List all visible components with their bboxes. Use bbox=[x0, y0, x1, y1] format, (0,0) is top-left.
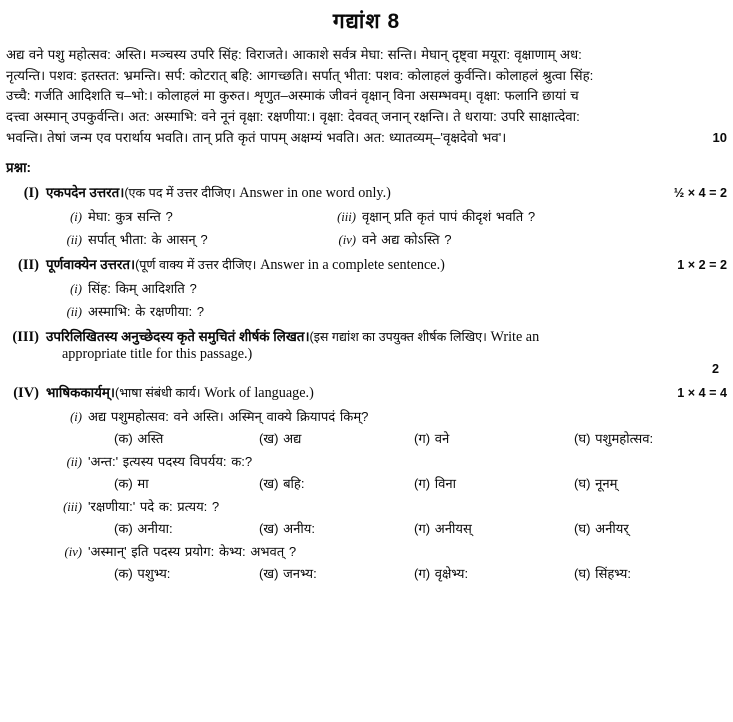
subquestion bbox=[62, 279, 727, 297]
section-4-hi: भाषिककार्यम्। bbox=[46, 384, 115, 400]
subquestion-number: (iii) bbox=[337, 209, 356, 224]
mcq-option[interactable]: (घ) पशुमहोत्सव: bbox=[574, 430, 654, 446]
section-1-subquestions bbox=[6, 202, 727, 248]
mcq-option[interactable]: (ग) विना bbox=[414, 475, 457, 491]
section-4-instruction bbox=[46, 383, 649, 402]
mcq-number: (ii) bbox=[66, 454, 82, 469]
passage-block bbox=[6, 45, 727, 149]
subquestion-number: (ii) bbox=[66, 232, 82, 247]
section-1-paren-open: ( bbox=[124, 185, 129, 200]
mcq-text: 'अन्त:' इत्यस्य पदस्य विपर्यय: क:? bbox=[88, 453, 253, 469]
subquestion-number: (iv) bbox=[338, 232, 356, 247]
section-2-en: Answer in a complete sentence. bbox=[260, 256, 441, 273]
subquestion-number: (i) bbox=[70, 281, 82, 296]
mcq-item bbox=[6, 542, 727, 582]
section-3-header bbox=[6, 327, 727, 346]
section-4-paren-close: ) bbox=[309, 384, 314, 401]
section-3-instruction bbox=[46, 327, 727, 346]
subquestion bbox=[336, 230, 727, 248]
mcq-option[interactable]: (घ) नूनम् bbox=[574, 475, 618, 491]
subquestion-text: मेघा: कुत्र सन्ति ? bbox=[88, 208, 173, 224]
mcq-option[interactable]: (ख) अनीय: bbox=[259, 520, 315, 536]
mcq-option[interactable]: (क) मा bbox=[114, 475, 149, 491]
section-4 bbox=[6, 383, 727, 582]
mcq-number: (iv) bbox=[64, 544, 82, 559]
section-3-paren-hi: इस गद्यांश का उपयुक्त शीर्षक लिखिए। bbox=[313, 329, 487, 344]
passage-line: दत्त्वा अस्मान् उपकुर्वन्ति। अत: अस्माभि: वने नूनं वृक्षा: रक्षणीया:। वृक्षा: देववत् जनान् रक्षन्ति। ते धराया: उपरि साक्षात्देवा: bbox=[6, 109, 580, 125]
section-1-col-left bbox=[6, 202, 336, 248]
passage-line: नृत्यन्ति। पशव: इतस्तत: भ्रमन्ति। सर्प: कोटरात् बहि: आगच्छति। सर्पात् भीता: पशव: कोलाहलं कुर्वन्ति। कोलाहलं श्रुत्वा सिंह: bbox=[6, 67, 594, 83]
section-2-number: (II) bbox=[18, 256, 39, 273]
mcq-option[interactable]: (ख) जनभ्य: bbox=[259, 565, 317, 581]
section-3-hi: उपरिलिखितस्य अनुच्छेदस्य कृते समुचितं शीर्षकं लिखत। bbox=[46, 328, 310, 344]
mcq-item bbox=[6, 497, 727, 537]
section-1-hi: एकपदेन उत्तरत। bbox=[46, 184, 125, 200]
section-1-col-right bbox=[336, 202, 727, 248]
mcq-question bbox=[62, 497, 727, 515]
mcq-option[interactable]: (घ) अनीयर् bbox=[574, 520, 629, 536]
subquestion-text: सिंह: किम् आदिशति ? bbox=[88, 280, 197, 296]
section-1-en: Answer in one word only. bbox=[239, 184, 387, 201]
subquestion bbox=[62, 207, 336, 225]
mcq-option[interactable]: (ग) वने bbox=[414, 430, 450, 446]
mcq-text: 'अस्मान्' इति पदस्य प्रयोग: केभ्य: अभवत् ? bbox=[88, 543, 297, 559]
mcq-question bbox=[62, 407, 727, 425]
subquestion-number: (ii) bbox=[66, 304, 82, 319]
section-2-paren-close: ) bbox=[440, 256, 445, 273]
section-3-en: Write an bbox=[490, 328, 540, 345]
mcq-option[interactable]: (क) अस्ति bbox=[114, 430, 164, 446]
subquestion bbox=[336, 207, 727, 225]
mcq-options bbox=[114, 429, 727, 447]
mcq-question bbox=[62, 542, 727, 560]
section-4-paren-open: ( bbox=[114, 385, 120, 400]
passage-last-line bbox=[6, 128, 727, 149]
section-1-paren-close: ) bbox=[386, 184, 391, 201]
section-1 bbox=[6, 183, 727, 248]
section-1-paren-hi: एक पद में उत्तर दीजिए। bbox=[128, 185, 236, 200]
mcq-option[interactable]: (ग) वृक्षेभ्य: bbox=[414, 565, 469, 581]
section-4-header bbox=[6, 383, 727, 402]
mcq-question bbox=[62, 452, 727, 470]
subquestion-number: (i) bbox=[70, 209, 82, 224]
passage-line: उच्चै: गर्जति आदिशति च–भो:। कोलाहलं मा कुरुत। शृणुत–अस्माकं जीवनं वृक्षान् विना असम्भवम्। वृक्षा: फलानि छायां च bbox=[6, 88, 579, 104]
section-4-number: (IV) bbox=[13, 384, 39, 401]
subquestion-text: सर्पात् भीता: के आसन् ? bbox=[88, 231, 208, 247]
mcq-option[interactable]: (क) अनीया: bbox=[114, 520, 173, 536]
section-2-paren-hi: पूर्ण वाक्य में उत्तर दीजिए। bbox=[139, 257, 257, 272]
subquestion bbox=[62, 230, 336, 248]
section-2-paren-open: ( bbox=[135, 257, 140, 272]
mcq-option[interactable]: (घ) सिंहभ्य: bbox=[574, 565, 631, 581]
page-title: गद्यांश 8 bbox=[332, 10, 401, 33]
section-4-en: Work of language. bbox=[204, 384, 310, 401]
section-1-header bbox=[6, 183, 727, 202]
passage-line-text: भवन्ति। तेषां जन्म एव परार्थाय भवति। तान् प्रति कृतं पापम् अक्षम्यं भवति। अत: ध्यातव्यम्–'वृक्षदेवो भव'। bbox=[6, 129, 507, 145]
document-page bbox=[0, 6, 733, 722]
section-3-instruction-cont: appropriate title for this passage.) bbox=[62, 345, 253, 362]
section-3-paren-open: ( bbox=[309, 329, 314, 344]
subquestion-text: अस्माभि: के रक्षणीया: ? bbox=[88, 303, 205, 319]
mcq-option[interactable]: (ख) बहि: bbox=[259, 475, 305, 491]
mcq-text: अद्य पशुमहोत्सव: वने अस्ति। अस्मिन् वाक्ये क्रियापदं किम्? bbox=[88, 408, 369, 424]
subquestion-text: वने अद्य कोऽस्ति ? bbox=[362, 231, 452, 247]
passage-marks: 10 bbox=[712, 129, 727, 145]
mcq-option[interactable]: (ग) अनीयस् bbox=[414, 520, 472, 536]
section-3-number: (III) bbox=[12, 328, 39, 345]
section-3-marks: 2 bbox=[711, 361, 719, 376]
questions-block bbox=[6, 158, 727, 582]
mcq-option[interactable]: (क) पशुभ्य: bbox=[114, 565, 171, 581]
section-1-number: (I) bbox=[23, 184, 39, 201]
section-3 bbox=[6, 327, 727, 376]
mcq-number: (iii) bbox=[63, 499, 82, 514]
mcq-option[interactable]: (ख) अद्य bbox=[259, 430, 302, 446]
section-2-header bbox=[6, 255, 727, 274]
passage-line: अद्य वने पशु महोत्सव: अस्ति। मञ्चस्य उपरि सिंह: विराजते। आकाशे सर्वत्र मेघा: सन्ति। मेघान् दृष्ट्वा मयूरा: वृक्षाणाम् अध: bbox=[6, 47, 582, 62]
mcq-options bbox=[114, 519, 727, 537]
mcq-number: (i) bbox=[70, 409, 82, 424]
section-2-hi: पूर्णवाक्येन उत्तरत। bbox=[46, 256, 136, 272]
section-4-paren-hi: भाषा संबंधी कार्य। bbox=[119, 385, 201, 400]
section-2-marks: 1 × 2 = 2 bbox=[677, 257, 727, 272]
section-4-marks: 1 × 4 = 4 bbox=[677, 385, 727, 400]
subquestion bbox=[62, 302, 727, 320]
section-1-instruction bbox=[46, 183, 649, 202]
section-1-marks: ½ × 4 = 2 bbox=[673, 185, 727, 200]
mcq-text: 'रक्षणीया:' पदे क: प्रत्यय: ? bbox=[88, 498, 220, 514]
mcq-options bbox=[114, 564, 727, 582]
section-2-instruction bbox=[46, 255, 649, 274]
subquestion-text: वृक्षान् प्रति कृतं पापं कीदृशं भवति ? bbox=[362, 208, 536, 224]
questions-heading: प्रश्ना: bbox=[6, 159, 32, 175]
mcq-item bbox=[6, 407, 727, 447]
mcq-item bbox=[6, 452, 727, 492]
section-2 bbox=[6, 255, 727, 320]
mcq-options bbox=[114, 474, 727, 492]
